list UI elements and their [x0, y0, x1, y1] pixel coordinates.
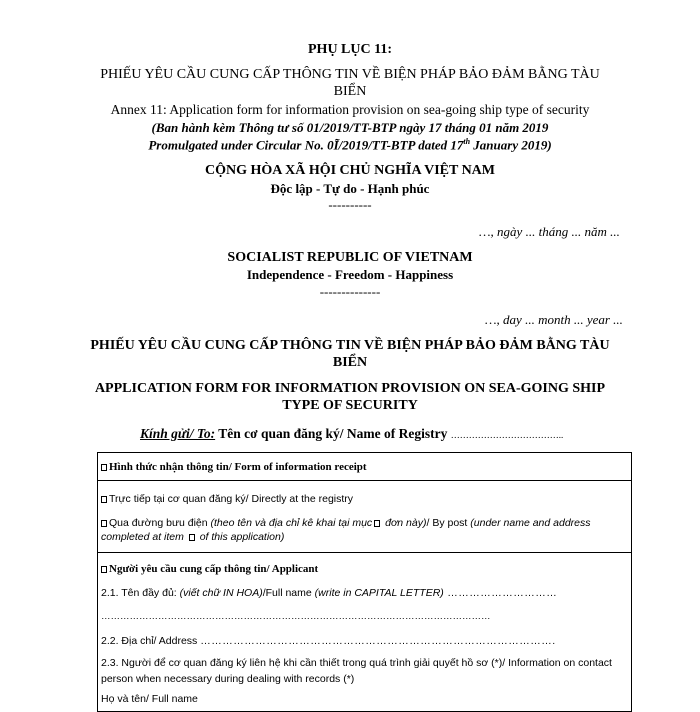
- date-line-vi: …, ngày ... tháng ... năm ...: [479, 224, 620, 239]
- motto-en: Independence - Freedom - Happiness: [246, 267, 454, 282]
- fullname-field[interactable]: 2.1. Tên đầy đủ: (viết chữ IN HOA)/Full name (write in CAPITAL LETTER) …………………………: [101, 587, 558, 599]
- address-field[interactable]: 2.2. Địa chỉ/ Address …………………………………………………………………………………….: [101, 635, 556, 647]
- issued-note-vi: (Ban hành kèm Thông tư số 01/2019/TT-BTP ngày 17 tháng 01 năm 2019: [151, 120, 549, 135]
- item-reference-box: [374, 520, 380, 527]
- item-reference-box: [189, 534, 195, 541]
- section-number-box: [101, 566, 107, 573]
- country-name-vi: CỘNG HÒA XÃ HỘI CHỦ NGHĨA VIỆT NAM: [204, 163, 495, 178]
- section-1-heading: Hình thức nhận thông tin/ Form of information receipt: [101, 461, 367, 473]
- motto-rule-vi: ----------: [328, 197, 372, 212]
- addressee-label: Kính gửi/ To:: [140, 426, 216, 441]
- addressee-value: Tên cơ quan đăng ký/ Name of Registry: [215, 426, 451, 441]
- appendix-title-vi-line1: PHIẾU YÊU CẦU CUNG CẤP THÔNG TIN VỀ BIỆN PHÁP BẢO ĐẢM BẰNG TÀU: [100, 67, 600, 82]
- divider: [98, 480, 631, 481]
- appendix-title: PHỤ LỤC 11:: [308, 42, 392, 57]
- option-direct[interactable]: Trực tiếp tại cơ quan đăng ký/ Directly at the registry: [101, 493, 353, 505]
- form-title-vi-line1: PHIẾU YÊU CẦU CUNG CẤP THÔNG TIN VỀ BIỆN PHÁP BẢO ĐẢM BẰNG TÀU: [90, 338, 610, 353]
- contact-fullname-label: Họ và tên/ Full name: [101, 693, 198, 705]
- contact-person-label-line2: person when necessary during dealing with records (*): [101, 673, 355, 685]
- motto-rule-en: --------------: [319, 284, 381, 299]
- option-post[interactable]: Qua đường bưu điện (theo tên và địa chỉ kê khai tại mục đơn này)/ By post (under name and address: [101, 517, 591, 529]
- divider: [98, 552, 631, 553]
- annex-title-en: Annex 11: Application form for information provision on sea-going ship type of security: [110, 102, 590, 117]
- fullname-dots-line2[interactable]: ……………………………………………………………………………………………………………: [101, 611, 491, 622]
- issued-note-en: Promulgated under Circular No. 0Ĩ/2019/TT-BTP dated 17th January 2019): [148, 137, 552, 153]
- date-line-en: …, day ... month ... year ...: [485, 312, 623, 327]
- contact-person-label: 2.3. Người để cơ quan đăng ký liên hệ khi cần thiết trong quá trình giải quyết hồ sơ (*)/ Information on contact: [101, 657, 612, 669]
- appendix-title-vi-line2: BIỂN: [333, 84, 367, 99]
- motto-vi: Độc lập - Tự do - Hạnh phúc: [270, 181, 430, 196]
- circular-number-glyph: Ĩ: [333, 137, 339, 153]
- section-2-heading: Người yêu cầu cung cấp thông tin/ Applicant: [101, 563, 318, 575]
- option-direct-checkbox[interactable]: [101, 496, 107, 503]
- addressee-dots[interactable]: ………………………………..: [450, 430, 564, 440]
- option-post-checkbox[interactable]: [101, 520, 107, 527]
- form-title-en-line1: APPLICATION FORM FOR INFORMATION PROVISION ON SEA-GOING SHIP: [94, 381, 606, 396]
- option-post-line2: completed at item of this application): [101, 531, 285, 543]
- country-name-en: SOCIALIST REPUBLIC OF VIETNAM: [227, 250, 473, 265]
- form-title-vi-line2: BIỂN: [332, 355, 368, 370]
- section-number-box: [101, 464, 107, 471]
- application-form-table: [97, 452, 632, 712]
- form-title-en-line2: TYPE OF SECURITY: [282, 398, 418, 413]
- addressee-line: [140, 426, 563, 442]
